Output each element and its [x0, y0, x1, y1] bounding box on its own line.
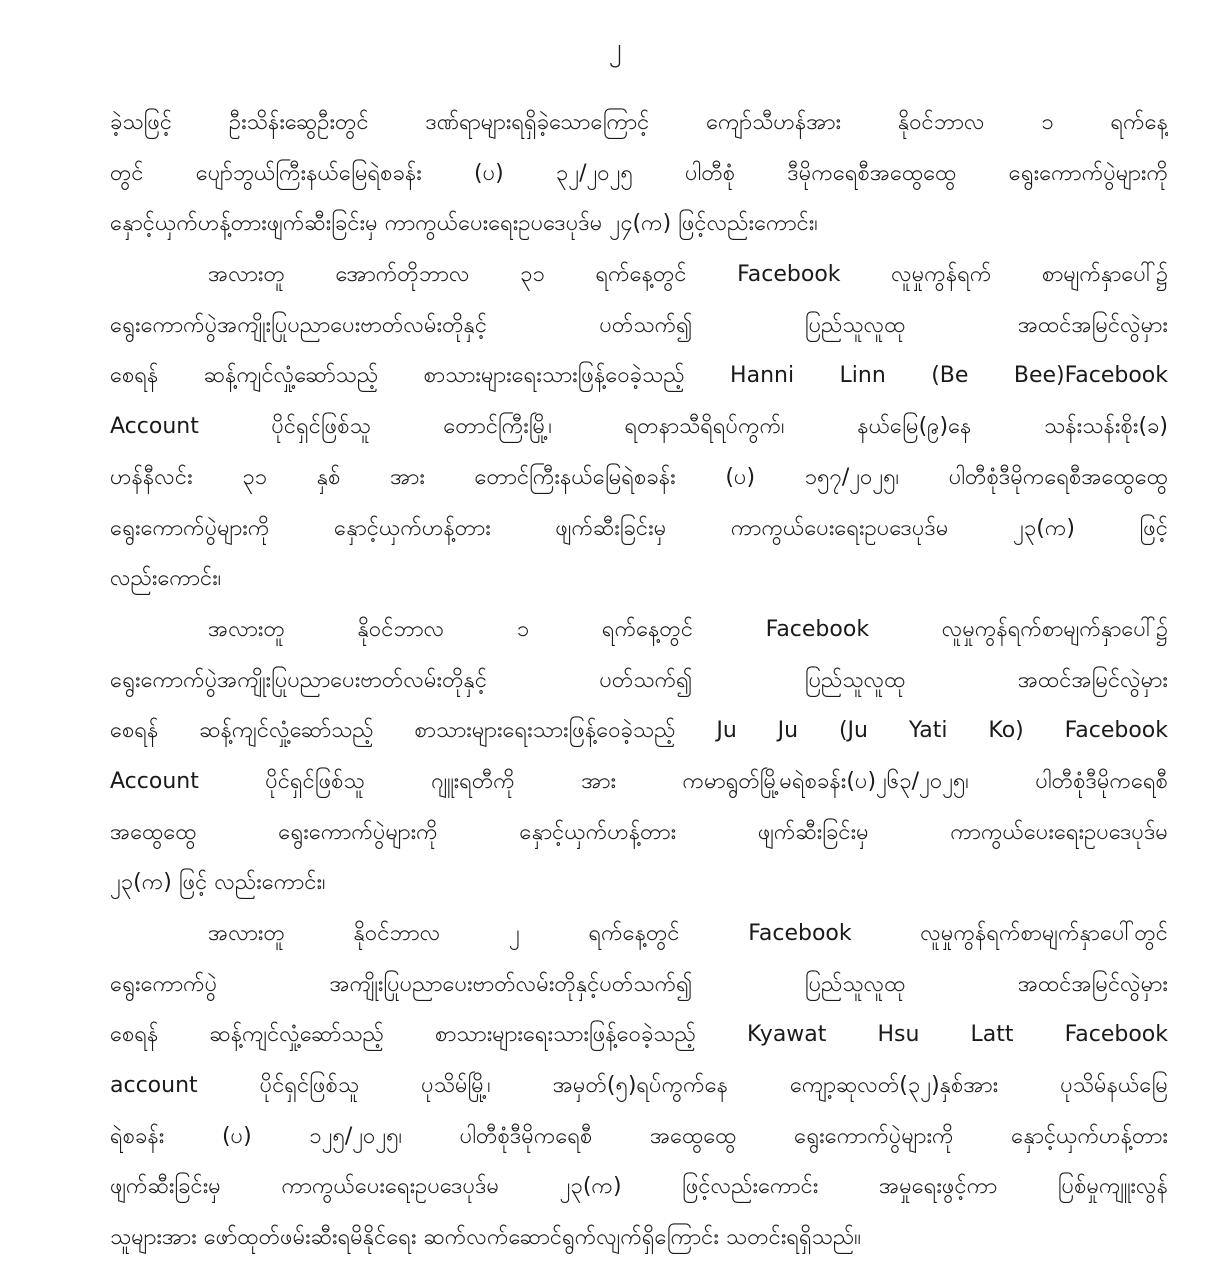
- text-line: account ပိုင်ရှင်ဖြစ်သူ ပုသိမ်မြို့၊ အမှတ်(၅)ရပ်ကွက်နေ ကျော့ဆုလတ်(၃၂)နှစ်အား ပုသိမ်နယ်မြေ: [110, 1073, 1168, 1099]
- page-number: ၂: [608, 33, 622, 63]
- text-line: ရွေးကောက်ပွဲအကျိုးပြုပညာပေးဗာတ်လမ်းတိုနှင့် ပတ်သက်၍ ပြည်သူလူထု အထင်အမြင်လွဲမှား: [110, 667, 1168, 693]
- paragraph-first-line: အလားတူ အောက်တိုဘာလ ၃၁ ရက်နေ့တွင် Facebook လူမှုကွန်ရက် စာမျက်နှာပေါ်၌: [208, 262, 1168, 288]
- text-line: စေရန် ဆန့်ကျင်လှုံ့ဆော်သည့် စာသားများရေးသားဖြန့်ဝေခဲ့သည့် Hanni Linn (Be Bee)Facebook: [110, 363, 1168, 389]
- text-line: Account ပိုင်ရှင်ဖြစ်သူ တောင်ကြီးမြို့၊ ရတနာသီရိရပ်ကွက်၊ နယ်မြေ(၉)နေ သန်းသန်းစိုး(ခ): [110, 414, 1168, 440]
- text-line: တွင် ပျော်ဘွယ်ကြီးနယ်မြေရဲစခန်း (ပ) ၃၂/၂၀၂၅ ပါတီစုံ ဒီမိုကရေစီအထွေထွေ ရွေးကောက်ပွဲများကို: [110, 160, 1168, 186]
- text-line: စေရန် ဆန့်ကျင်လှုံ့ဆော်သည့် စာသားများရေးသားဖြန့်ဝေခဲ့သည့် Ju Ju (Ju Yati Ko) Facebook: [110, 718, 1168, 744]
- body-text: [110, 98, 1168, 1264]
- text-line: Account ပိုင်ရှင်ဖြစ်သူ ဂျူးရတီကို အား ကမာရွတ်မြို့မရဲစခန်း(ပ)၂၆၃/၂၀၂၅၊ ပါတီစုံဒီမိုကရေစီ: [110, 768, 1168, 794]
- text-line: ရွေးကောက်ပွဲ အကျိုးပြုပညာပေးဗာတ်လမ်းတိုနှင့်ပတ်သက်၍ ပြည်သူလူထု အထင်အမြင်လွဲမှား: [110, 971, 1168, 997]
- text-line: ရဲစခန်း (ပ) ၁၂၅/၂၀၂၅၊ ပါတီစုံဒီမိုကရေစီ အထွေထွေ ရွေးကောက်ပွဲများကို နှောင့်ယှက်ဟန့်တား: [110, 1123, 1168, 1149]
- paragraph-first-line: အလားတူ နိုဝင်ဘာလ ၂ ရက်နေ့တွင် Facebook လူမှုကွန်ရက်စာမျက်နှာပေါ်တွင်: [208, 921, 1168, 946]
- text-line: ဖျက်ဆီးခြင်းမှ ကာကွယ်ပေးရေးဥပဒေပုဒ်မ ၂၃(က) ဖြင့်လည်းကောင်း အမှုရေးဖွင့်ကာ ပြစ်မှုကျူးလွန်: [110, 1174, 1168, 1200]
- text-line: နှောင့်ယှက်ဟန့်တားဖျက်ဆီးခြင်းမှ ကာကွယ်ပေးရေးဥပဒေပုဒ်မ ၂၄(က) ဖြင့်လည်းကောင်း၊: [110, 211, 818, 237]
- text-line: သူများအား ဖော်ထုတ်ဖမ်းဆီးရမိနိုင်ရေး ဆက်လက်ဆောင်ရွက်လျက်ရှိကြောင်း သတင်းရရှိသည်။: [110, 1225, 861, 1251]
- text-line: ခဲ့သဖြင့် ဦးသိန်းဆွေဦးတွင် ဒဏ်ရာများရရှိခဲ့သောကြောင့် ကျော်သီဟန်အား နိုဝင်ဘာလ ၁ ရက်နေ့: [110, 110, 1168, 135]
- text-line: ဟန်နီလင်း ၃၁ နှစ် အား တောင်ကြီးနယ်မြေရဲစခန်း (ပ) ၁၅၇/၂၀၂၅၊ ပါတီစုံဒီမိုကရေစီအထွေထွေ: [110, 464, 1168, 490]
- text-line: အထွေထွေ ရွေးကောက်ပွဲများကို နှောင့်ယှက်ဟန့်တား ဖျက်ဆီးခြင်းမှ ကာကွယ်ပေးရေးဥပဒေပုဒ်မ: [110, 819, 1168, 845]
- text-line: ၂၃(က) ဖြင့် လည်းကောင်း၊: [110, 870, 326, 896]
- text-line: လည်းကောင်း၊: [110, 566, 222, 592]
- text-line: စေရန် ဆန့်ကျင်လှုံ့ဆော်သည့် စာသားများရေးသားဖြန့်ဝေခဲ့သည့် Kyawat Hsu Latt Facebook: [110, 1022, 1168, 1048]
- text-line: ရွေးကောက်ပွဲအကျိုးပြုပညာပေးဗာတ်လမ်းတိုနှင့် ပတ်သက်၍ ပြည်သူလူထု အထင်အမြင်လွဲမှား: [110, 312, 1168, 338]
- text-line: ရွေးကောက်ပွဲများကို နှောင့်ယှက်ဟန့်တား ဖျက်ဆီးခြင်းမှ ကာကွယ်ပေးရေးဥပဒေပုဒ်မ ၂၃(က) ဖြင့်: [110, 515, 1168, 541]
- paragraph-first-line: အလားတူ နိုဝင်ဘာလ ၁ ရက်နေ့တွင် Facebook လူမှုကွန်ရက်စာမျက်နှာပေါ်၌: [208, 616, 1168, 642]
